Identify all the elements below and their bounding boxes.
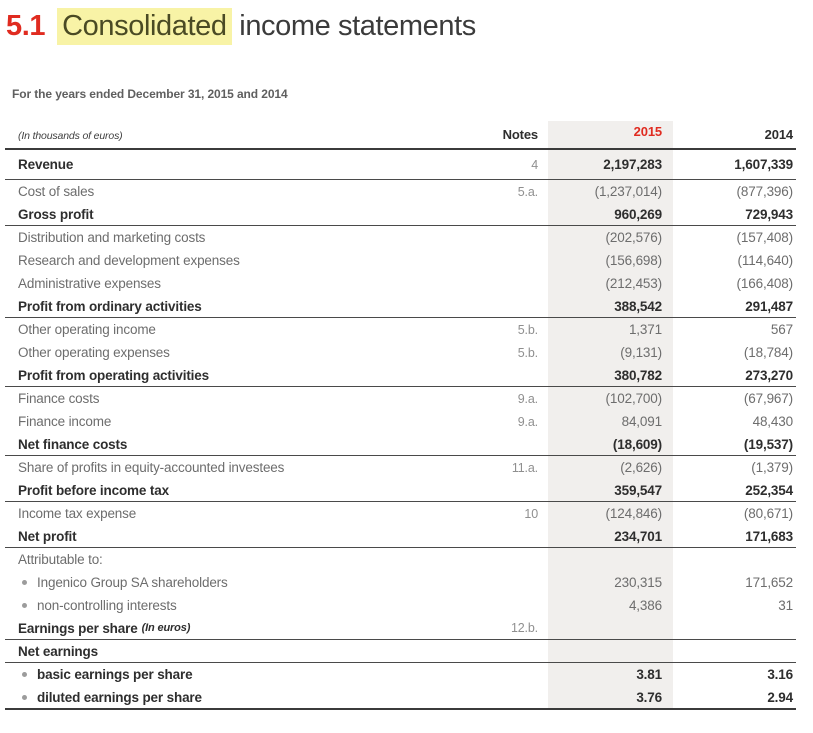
bullet-icon <box>22 672 27 677</box>
row-value-2014: 252,354 <box>745 482 793 498</box>
row-label-text: Ingenico Group SA shareholders <box>37 575 228 590</box>
row-label <box>5 644 443 659</box>
table-row <box>5 571 796 594</box>
table-row <box>5 594 796 617</box>
row-label <box>5 598 443 613</box>
row-label-text: Distribution and marketing costs <box>18 230 206 245</box>
row-label <box>5 184 443 199</box>
row-label-text: Net profit <box>18 528 77 544</box>
row-value-2015: 4,386 <box>548 594 673 617</box>
row-label-text: diluted earnings per share <box>37 689 202 705</box>
row-label-text: Attributable to: <box>18 552 103 567</box>
row-label-suffix: (In euros) <box>141 622 191 634</box>
title-rest: income statements <box>231 10 476 42</box>
row-label-text: Cost of sales <box>18 184 95 199</box>
row-label <box>5 207 443 222</box>
row-label-text: Net earnings <box>18 643 98 659</box>
row-value-2014: 567 <box>770 322 793 337</box>
row-label-text: Revenue <box>18 157 74 172</box>
table-row <box>5 249 796 272</box>
row-label <box>5 552 443 567</box>
row-value-2014: 171,683 <box>745 528 793 544</box>
row-label-text: Profit from ordinary activities <box>18 298 202 314</box>
row-label <box>5 299 443 314</box>
row-value-2014: 1,607,339 <box>734 157 793 172</box>
income-statement-table <box>5 121 796 710</box>
table-row <box>5 525 796 548</box>
row-note: 4 <box>531 157 538 172</box>
row-label-text: Research and development expenses <box>18 253 240 268</box>
row-value-2015: 2,197,283 <box>548 150 673 179</box>
row-value-2014: 171,652 <box>745 575 793 590</box>
table-row <box>5 272 796 295</box>
row-value-2014: (1,379) <box>751 460 793 475</box>
row-value-2015 <box>548 548 673 571</box>
table-row <box>5 180 796 203</box>
table-row <box>5 548 796 571</box>
table-row <box>5 617 796 640</box>
table-row <box>5 150 796 180</box>
row-value-2015: 3.81 <box>548 663 673 686</box>
row-value-2014: 2.94 <box>767 689 793 705</box>
row-label <box>5 230 443 245</box>
bullet-icon <box>22 580 27 585</box>
table-row <box>5 341 796 364</box>
row-label-text: Share of profits in equity-accounted investees <box>18 460 285 475</box>
row-value-2015: (2,626) <box>548 456 673 479</box>
subtitle: For the years ended December 31, 2015 and 2014 <box>12 87 288 101</box>
row-label <box>5 276 443 291</box>
row-value-2014: 48,430 <box>752 414 793 429</box>
row-value-2015: 380,782 <box>548 364 673 386</box>
table-row <box>5 686 796 710</box>
row-value-2014: (157,408) <box>736 230 793 245</box>
row-label-text: Other operating expenses <box>18 345 170 360</box>
row-label-text: Finance costs <box>18 391 100 406</box>
row-label-text: Finance income <box>18 414 112 429</box>
row-label-text: Administrative expenses <box>18 276 161 291</box>
table-row <box>5 433 796 456</box>
row-label-text: Income tax expense <box>18 506 137 521</box>
table-row <box>5 410 796 433</box>
column-header-2015: 2015 <box>548 121 673 148</box>
table-row <box>5 502 796 525</box>
table-header-row <box>5 121 796 150</box>
section-number: 5.1 <box>6 10 46 42</box>
table-row <box>5 479 796 502</box>
row-value-2015: (202,576) <box>548 226 673 249</box>
row-label <box>5 529 443 544</box>
row-label-text: Gross profit <box>18 206 94 222</box>
row-label-text: Profit from operating activities <box>18 367 209 383</box>
row-label <box>5 690 443 705</box>
row-label-text: Other operating income <box>18 322 156 337</box>
row-label <box>5 483 443 498</box>
table-row <box>5 203 796 226</box>
table-row <box>5 663 796 686</box>
table-row <box>5 364 796 387</box>
row-label <box>5 414 443 429</box>
row-value-2015: (1,237,014) <box>548 180 673 203</box>
document-page <box>0 8 813 733</box>
row-label <box>5 157 443 172</box>
row-label-text: Net finance costs <box>18 436 128 452</box>
table-row <box>5 226 796 249</box>
table-row <box>5 456 796 479</box>
row-value-2014: 31 <box>778 598 793 613</box>
row-note: 5.b. <box>517 322 538 337</box>
row-note: 12.b. <box>510 621 538 635</box>
row-value-2015: (212,453) <box>548 272 673 295</box>
row-label-text: basic earnings per share <box>37 667 193 682</box>
table-row <box>5 640 796 663</box>
row-value-2014: (67,967) <box>743 391 793 406</box>
row-value-2014: 3.16 <box>767 667 793 682</box>
row-label <box>5 391 443 406</box>
row-value-2015: (18,609) <box>548 433 673 455</box>
row-label-text: Earnings per share <box>18 620 138 636</box>
row-value-2015: 960,269 <box>548 203 673 225</box>
row-value-2014: (166,408) <box>736 276 793 291</box>
row-value-2015: 230,315 <box>548 571 673 594</box>
row-value-2015: 234,701 <box>548 525 673 547</box>
unit-label: (In thousands of euros) <box>18 130 123 142</box>
row-value-2015: (102,700) <box>548 387 673 410</box>
row-value-2015: 3.76 <box>548 686 673 708</box>
row-note: 11.a. <box>511 460 538 475</box>
row-value-2014: (114,640) <box>737 253 793 268</box>
row-value-2015 <box>548 617 673 639</box>
row-label <box>5 575 443 590</box>
row-label <box>5 368 443 383</box>
table-body <box>5 150 796 710</box>
row-label <box>5 437 443 452</box>
row-label <box>5 322 443 337</box>
title-highlighted-word: Consolidated <box>57 8 232 45</box>
row-label-text: non-controlling interests <box>37 598 177 613</box>
row-value-2015 <box>548 640 673 662</box>
row-value-2014: (877,396) <box>736 184 793 199</box>
row-value-2015: (9,131) <box>548 341 673 364</box>
column-header-notes: Notes <box>502 127 538 142</box>
row-label <box>5 621 443 636</box>
page-title <box>6 8 813 44</box>
row-value-2015: 388,542 <box>548 295 673 317</box>
row-label <box>5 253 443 268</box>
row-value-2015: 84,091 <box>548 410 673 433</box>
row-value-2014: (80,671) <box>743 506 793 521</box>
bullet-icon <box>22 603 27 608</box>
row-label <box>5 460 443 475</box>
row-value-2014: (19,537) <box>743 436 793 452</box>
row-value-2015: (156,698) <box>548 249 673 272</box>
row-value-2014: 273,270 <box>745 367 793 383</box>
row-note: 10 <box>524 506 538 521</box>
row-value-2015: (124,846) <box>548 502 673 525</box>
row-value-2014: 729,943 <box>745 206 793 222</box>
column-header-2014: 2014 <box>764 127 793 142</box>
table-row <box>5 318 796 341</box>
bullet-icon <box>22 695 27 700</box>
row-note: 5.b. <box>517 345 538 360</box>
row-label <box>5 667 443 682</box>
row-value-2015: 1,371 <box>548 318 673 341</box>
row-note: 5.a. <box>517 184 538 199</box>
row-label <box>5 345 443 360</box>
row-note: 9.a. <box>517 391 538 406</box>
row-value-2014: (18,784) <box>743 345 793 360</box>
table-row <box>5 387 796 410</box>
row-label-text: Profit before income tax <box>18 482 169 498</box>
row-note: 9.a. <box>517 414 538 429</box>
row-label <box>5 506 443 521</box>
row-value-2014: 291,487 <box>745 298 793 314</box>
table-row <box>5 295 796 318</box>
row-value-2015: 359,547 <box>548 479 673 501</box>
